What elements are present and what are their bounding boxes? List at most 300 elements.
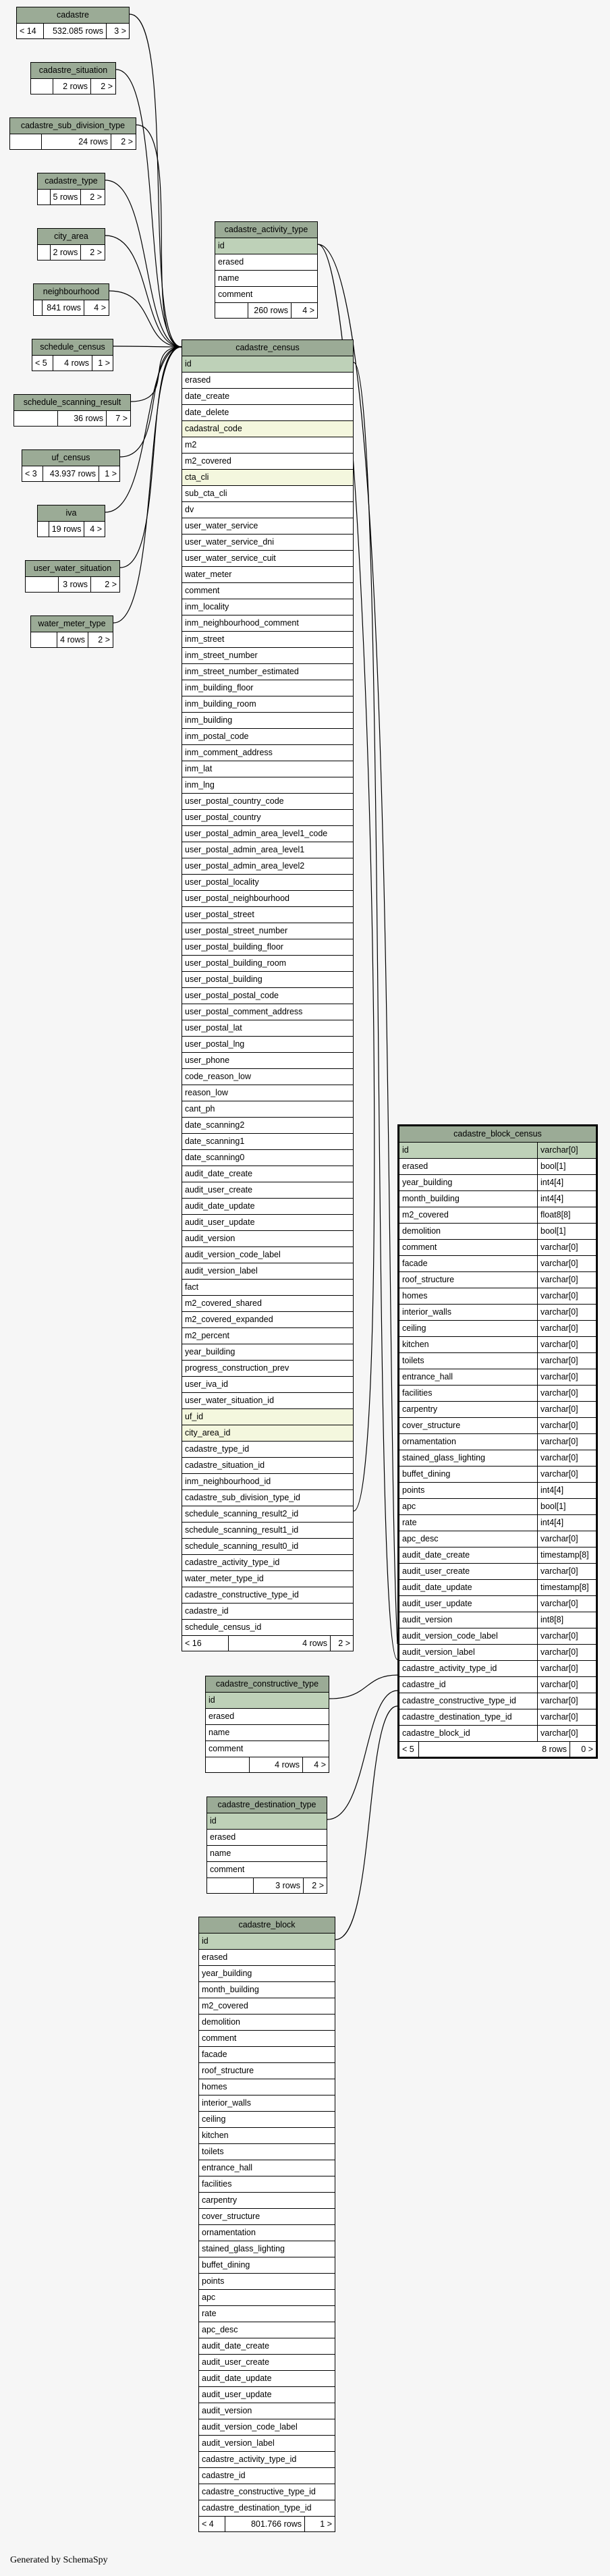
table-footer: [26, 577, 119, 592]
column-row[interactable]: [182, 745, 353, 761]
table-user-water-situation[interactable]: [25, 560, 120, 593]
table-title[interactable]: [10, 118, 136, 134]
table-schedule-census[interactable]: [32, 339, 113, 371]
column-row[interactable]: [199, 2209, 335, 2225]
table-title[interactable]: [14, 395, 130, 411]
column-name: audit_user_update: [185, 1217, 255, 1227]
column-name: m2_covered_expanded: [185, 1315, 273, 1324]
column-row[interactable]: [182, 518, 353, 535]
column-row[interactable]: [399, 1612, 596, 1628]
column-row[interactable]: [182, 1150, 353, 1166]
column-name: user_phone: [185, 1056, 230, 1065]
column-row[interactable]: [182, 1587, 353, 1604]
parents-count[interactable]: [31, 79, 53, 94]
column-row[interactable]: [399, 1693, 596, 1709]
column-row[interactable]: [399, 1159, 596, 1175]
column-row[interactable]: [399, 1418, 596, 1434]
column-type: varchar[0]: [537, 1628, 596, 1644]
table-title-text: cadastre: [57, 10, 89, 20]
column-row[interactable]: [182, 1393, 353, 1409]
column-row[interactable]: [199, 2484, 335, 2500]
table-cadastre-census[interactable]: [182, 339, 354, 1651]
column-row[interactable]: [182, 1442, 353, 1458]
column-row[interactable]: [182, 1182, 353, 1199]
table-title[interactable]: [31, 616, 113, 632]
column-row[interactable]: [182, 1409, 353, 1425]
column-row[interactable]: [182, 696, 353, 713]
table-title[interactable]: [215, 222, 317, 238]
row-count: 3 rows: [58, 577, 90, 592]
column-row[interactable]: [207, 1830, 327, 1846]
column-row[interactable]: [182, 939, 353, 956]
column-row[interactable]: [399, 1531, 596, 1547]
column-name: facade: [402, 1259, 428, 1268]
column-row[interactable]: [399, 1143, 596, 1159]
column-row[interactable]: [182, 1458, 353, 1474]
column-row[interactable]: [182, 1020, 353, 1037]
column-row[interactable]: [215, 254, 317, 271]
table-city-area[interactable]: [37, 228, 105, 261]
column-row[interactable]: [182, 389, 353, 405]
children-count[interactable]: 2 >: [303, 1878, 327, 1893]
column-name: interior_walls: [202, 2098, 251, 2108]
column-row[interactable]: [199, 2419, 335, 2436]
column-row[interactable]: [182, 972, 353, 988]
column-row[interactable]: [182, 356, 353, 373]
column-row[interactable]: [215, 271, 317, 287]
column-row[interactable]: [182, 373, 353, 389]
parents-count[interactable]: [14, 411, 57, 426]
column-name: homes: [402, 1291, 428, 1300]
children-count[interactable]: 7 >: [106, 411, 130, 426]
column-row[interactable]: [182, 502, 353, 518]
column-row[interactable]: [199, 2387, 335, 2403]
column-name: apc: [402, 1502, 416, 1511]
column-row[interactable]: [182, 421, 353, 437]
table-title[interactable]: [206, 1676, 329, 1693]
column-row[interactable]: [182, 858, 353, 875]
table-iva[interactable]: [37, 505, 105, 537]
table-cadastre-destination-type[interactable]: [206, 1797, 327, 1894]
column-row[interactable]: [199, 2128, 335, 2144]
column-row[interactable]: [399, 1369, 596, 1386]
column-row[interactable]: [182, 956, 353, 972]
edge-water_meter_type: [113, 347, 182, 623]
children-count[interactable]: 1 >: [99, 466, 119, 481]
column-row[interactable]: [399, 1483, 596, 1499]
column-row[interactable]: [182, 1571, 353, 1587]
column-row[interactable]: [182, 826, 353, 842]
children-count[interactable]: 2 >: [80, 245, 105, 260]
column-row[interactable]: [182, 1199, 353, 1215]
column-row[interactable]: [182, 648, 353, 664]
column-name: audit_date_update: [402, 1583, 472, 1592]
parents-count[interactable]: < 4: [202, 2519, 214, 2529]
column-row[interactable]: [182, 891, 353, 907]
column-name: user_postal_building: [185, 975, 262, 984]
column-row[interactable]: [182, 794, 353, 810]
table-title[interactable]: [34, 284, 109, 300]
table-title[interactable]: [22, 450, 119, 466]
table-title[interactable]: [31, 63, 115, 79]
parents-count[interactable]: [38, 522, 49, 537]
column-row[interactable]: [399, 1288, 596, 1305]
column-row[interactable]: [182, 599, 353, 615]
column-type: varchar[0]: [537, 1434, 596, 1450]
column-row[interactable]: [199, 1950, 335, 1966]
column-row[interactable]: [399, 1240, 596, 1256]
table-title-text: schedule_scanning_result: [23, 398, 121, 407]
column-row[interactable]: [182, 1118, 353, 1134]
column-row[interactable]: [399, 1677, 596, 1693]
column-row[interactable]: [199, 2015, 335, 2031]
column-name: inm_building_room: [185, 699, 256, 709]
parents-count[interactable]: [206, 1757, 249, 1772]
parents-count[interactable]: [38, 245, 50, 260]
column-row[interactable]: [399, 1353, 596, 1369]
column-row[interactable]: [199, 2257, 335, 2274]
column-row[interactable]: [199, 2047, 335, 2063]
column-row[interactable]: [399, 1272, 596, 1288]
table-title[interactable]: [38, 229, 105, 245]
column-type: varchar[0]: [537, 1369, 596, 1385]
column-name: user_postal_lng: [185, 1039, 245, 1049]
parents-count[interactable]: [34, 300, 42, 315]
children-count[interactable]: 2 >: [88, 632, 113, 647]
parents-count[interactable]: [26, 577, 58, 592]
column-row[interactable]: [399, 1645, 596, 1661]
column-name: entrance_hall: [202, 2163, 253, 2172]
table-title[interactable]: [26, 561, 119, 577]
column-row[interactable]: [399, 1628, 596, 1645]
column-row[interactable]: [207, 1846, 327, 1862]
column-name: kitchen: [402, 1340, 429, 1349]
table-cadastre[interactable]: [16, 7, 130, 39]
column-row[interactable]: [182, 1474, 353, 1490]
children-count[interactable]: 4 >: [84, 300, 109, 315]
column-row[interactable]: [399, 1434, 596, 1450]
children-count[interactable]: 4 >: [291, 303, 317, 318]
column-type: int8[8]: [537, 1612, 596, 1628]
column-row[interactable]: [182, 1037, 353, 1053]
column-row[interactable]: [399, 1580, 596, 1596]
column-row[interactable]: [399, 1564, 596, 1580]
column-row[interactable]: [399, 1450, 596, 1467]
column-row[interactable]: [182, 470, 353, 486]
column-row[interactable]: [182, 615, 353, 632]
children-count[interactable]: 3 >: [106, 24, 129, 38]
column-row[interactable]: [199, 2063, 335, 2079]
parents-count[interactable]: < 16: [185, 1639, 202, 1648]
column-row[interactable]: [399, 1224, 596, 1240]
column-row[interactable]: [182, 1344, 353, 1361]
column-row[interactable]: [215, 287, 317, 303]
column-row[interactable]: [182, 842, 353, 858]
column-name: apc_desc: [402, 1534, 439, 1543]
table-cadastre-constructive-type[interactable]: [205, 1676, 329, 1773]
table-schedule-scanning-result[interactable]: [13, 394, 131, 427]
column-row[interactable]: [182, 1247, 353, 1263]
column-row[interactable]: [182, 1134, 353, 1150]
parents-count[interactable]: [207, 1878, 253, 1893]
parents-count[interactable]: < 5: [402, 1745, 414, 1754]
column-row[interactable]: [182, 1085, 353, 1101]
column-row[interactable]: [199, 2079, 335, 2095]
column-row[interactable]: [182, 583, 353, 599]
column-row[interactable]: [182, 1004, 353, 1020]
column-row[interactable]: [182, 1523, 353, 1539]
column-name: cadastre_destination_type_id: [402, 1712, 512, 1722]
children-count[interactable]: 0 >: [570, 1742, 596, 1757]
column-row[interactable]: [207, 1862, 327, 1878]
column-row[interactable]: [199, 2322, 335, 2338]
column-row[interactable]: [182, 1166, 353, 1182]
column-name: date_scanning2: [185, 1120, 245, 1130]
column-row[interactable]: [199, 2468, 335, 2484]
column-row[interactable]: [199, 2403, 335, 2419]
column-type: varchar[0]: [537, 1256, 596, 1271]
table-cadastre-sub-division-type[interactable]: [9, 117, 136, 150]
column-row[interactable]: [182, 1231, 353, 1247]
parents-count[interactable]: [38, 190, 50, 204]
parents-count[interactable]: [215, 303, 248, 318]
children-count[interactable]: 2 >: [90, 577, 119, 592]
column-row[interactable]: [182, 1069, 353, 1085]
column-row[interactable]: [399, 1515, 596, 1531]
children-count[interactable]: 4 >: [84, 522, 105, 537]
column-type: varchar[0]: [537, 1677, 596, 1693]
column-row[interactable]: [182, 1101, 353, 1118]
column-row[interactable]: [206, 1693, 329, 1709]
column-name: schedule_scanning_result0_id: [185, 1541, 299, 1551]
parents-count[interactable]: [31, 632, 57, 647]
column-row[interactable]: [182, 923, 353, 939]
column-row[interactable]: [199, 2193, 335, 2209]
column-name: id: [202, 1936, 209, 1946]
table-cadastre-block[interactable]: [198, 1917, 335, 2532]
column-row[interactable]: [399, 1191, 596, 1207]
column-row[interactable]: [182, 567, 353, 583]
column-row[interactable]: [199, 2452, 335, 2468]
column-type: varchar[0]: [537, 1709, 596, 1725]
column-row[interactable]: [206, 1741, 329, 1757]
row-count: 4 rows: [228, 1636, 330, 1651]
column-row[interactable]: [199, 2031, 335, 2047]
column-row[interactable]: [199, 2290, 335, 2306]
column-row[interactable]: [399, 1256, 596, 1272]
column-name: cadastre_type_id: [185, 1444, 250, 1454]
column-name: user_postal_admin_area_level1_code: [185, 829, 328, 838]
column-row[interactable]: [199, 1934, 335, 1950]
column-row[interactable]: [199, 2112, 335, 2128]
column-row[interactable]: [182, 1604, 353, 1620]
column-name: name: [210, 1848, 231, 1858]
column-row[interactable]: [182, 664, 353, 680]
column-row[interactable]: [199, 2371, 335, 2387]
row-count: 2 rows: [50, 245, 81, 260]
column-name: user_water_service: [185, 521, 258, 530]
table-title-text: city_area: [54, 231, 88, 241]
column-name: audit_version_label: [402, 1647, 475, 1657]
children-count[interactable]: 2 >: [90, 79, 115, 94]
column-row[interactable]: [182, 1215, 353, 1231]
column-name: m2_covered_shared: [185, 1298, 262, 1308]
column-row[interactable]: [399, 1547, 596, 1564]
column-row[interactable]: [182, 1263, 353, 1280]
column-name: inm_street: [185, 634, 225, 644]
column-row[interactable]: [199, 2160, 335, 2176]
column-name: user_postal_admin_area_level1: [185, 845, 305, 854]
column-row[interactable]: [399, 1596, 596, 1612]
table-title[interactable]: [32, 339, 113, 356]
generated-by-label: Generated by SchemaSpy: [10, 2555, 108, 2565]
column-row[interactable]: [199, 2338, 335, 2355]
column-name: comment: [185, 586, 220, 595]
column-row[interactable]: [199, 2500, 335, 2517]
column-name: id: [185, 359, 192, 368]
column-name: stained_glass_lighting: [202, 2244, 285, 2253]
column-row[interactable]: [182, 680, 353, 696]
children-count[interactable]: 1 >: [92, 356, 113, 371]
column-row[interactable]: [399, 1661, 596, 1677]
table-footer: [399, 1742, 596, 1757]
column-row[interactable]: [182, 1296, 353, 1312]
children-count[interactable]: 4 >: [302, 1757, 329, 1772]
column-row[interactable]: [182, 1539, 353, 1555]
column-row[interactable]: [399, 1709, 596, 1726]
column-name: facade: [202, 2050, 227, 2059]
column-row[interactable]: [182, 1312, 353, 1328]
column-type: int4[4]: [537, 1515, 596, 1531]
column-row[interactable]: [399, 1207, 596, 1224]
column-row[interactable]: [199, 2095, 335, 2112]
table-water-meter-type[interactable]: [30, 615, 113, 648]
column-name: buffet_dining: [202, 2260, 250, 2270]
table-uf-census[interactable]: [22, 449, 120, 482]
column-row[interactable]: [206, 1709, 329, 1725]
column-type: varchar[0]: [537, 1321, 596, 1336]
column-type: varchar[0]: [537, 1353, 596, 1369]
column-row[interactable]: [182, 1377, 353, 1393]
column-row[interactable]: [199, 1982, 335, 1998]
column-row[interactable]: [199, 2241, 335, 2257]
column-name: carpentry: [202, 2195, 238, 2205]
children-count[interactable]: 2 >: [80, 190, 105, 204]
column-row[interactable]: [199, 1966, 335, 1982]
column-row[interactable]: [215, 238, 317, 254]
column-row[interactable]: [199, 1998, 335, 2015]
column-row[interactable]: [399, 1337, 596, 1353]
row-count: 36 rows: [57, 411, 106, 426]
column-row[interactable]: [199, 2176, 335, 2193]
table-title[interactable]: [207, 1797, 327, 1813]
column-row[interactable]: [182, 729, 353, 745]
column-name: audit_date_update: [202, 2374, 272, 2383]
column-row[interactable]: [182, 810, 353, 826]
column-row[interactable]: [399, 1499, 596, 1515]
table-cadastre-type[interactable]: [37, 173, 105, 205]
column-row[interactable]: [182, 486, 353, 502]
table-title[interactable]: [17, 7, 129, 24]
column-row[interactable]: [182, 1620, 353, 1636]
column-row[interactable]: [199, 2144, 335, 2160]
row-count: 801.766 rows: [225, 2517, 304, 2531]
column-row[interactable]: [199, 2436, 335, 2452]
column-row[interactable]: [399, 1386, 596, 1402]
table-title[interactable]: [182, 340, 353, 356]
column-row[interactable]: [399, 1321, 596, 1337]
column-row[interactable]: [399, 1175, 596, 1191]
row-count: 8 rows: [418, 1742, 570, 1757]
row-count: 4 rows: [53, 356, 92, 371]
children-count[interactable]: 1 >: [304, 2517, 335, 2531]
column-row[interactable]: [182, 1361, 353, 1377]
table-title[interactable]: [399, 1126, 596, 1143]
parents-count[interactable]: < 3: [25, 469, 37, 478]
column-row[interactable]: [182, 551, 353, 567]
column-name: user_postal_building_room: [185, 958, 287, 968]
column-row[interactable]: [399, 1305, 596, 1321]
column-row[interactable]: [182, 907, 353, 923]
column-row[interactable]: [399, 1467, 596, 1483]
column-row[interactable]: [206, 1725, 329, 1741]
column-name: user_postal_admin_area_level2: [185, 861, 305, 871]
column-row[interactable]: [182, 437, 353, 454]
table-cadastre-activity-type[interactable]: [215, 221, 318, 319]
column-row[interactable]: [199, 2306, 335, 2322]
column-row[interactable]: [182, 988, 353, 1004]
table-cadastre-block-census[interactable]: [397, 1124, 598, 1759]
table-title[interactable]: [38, 505, 105, 522]
column-row[interactable]: [182, 1328, 353, 1344]
column-type: varchar[0]: [537, 1402, 596, 1417]
column-name: ceiling: [202, 2114, 226, 2124]
column-row[interactable]: [182, 1555, 353, 1571]
children-count[interactable]: 2 >: [111, 134, 136, 149]
column-row[interactable]: [199, 2355, 335, 2371]
column-row[interactable]: [182, 1425, 353, 1442]
column-row[interactable]: [182, 1490, 353, 1506]
column-name: cadastre_activity_type_id: [185, 1558, 280, 1567]
column-row[interactable]: [207, 1813, 327, 1830]
column-row[interactable]: [182, 535, 353, 551]
column-row[interactable]: [399, 1402, 596, 1418]
parents-count[interactable]: < 5: [35, 358, 47, 368]
children-count[interactable]: 2 >: [330, 1636, 353, 1651]
column-row[interactable]: [182, 632, 353, 648]
column-row[interactable]: [182, 713, 353, 729]
parents-count[interactable]: < 14: [20, 26, 36, 36]
parents-count[interactable]: [10, 134, 41, 149]
column-row[interactable]: [182, 405, 353, 421]
column-row[interactable]: [182, 1506, 353, 1523]
column-row[interactable]: [199, 2274, 335, 2290]
column-row[interactable]: [182, 1053, 353, 1069]
column-row[interactable]: [182, 777, 353, 794]
column-name: homes: [202, 2082, 227, 2091]
column-row[interactable]: [199, 2225, 335, 2241]
table-neighbourhood[interactable]: [33, 283, 109, 316]
column-row[interactable]: [399, 1726, 596, 1742]
table-title[interactable]: [38, 173, 105, 190]
column-row[interactable]: [182, 1280, 353, 1296]
column-row[interactable]: [182, 761, 353, 777]
column-row[interactable]: [182, 454, 353, 470]
table-title-text: cadastre_situation: [38, 65, 108, 75]
column-row[interactable]: [182, 875, 353, 891]
table-cadastre-situation[interactable]: [30, 62, 116, 94]
table-title[interactable]: [199, 1917, 335, 1934]
